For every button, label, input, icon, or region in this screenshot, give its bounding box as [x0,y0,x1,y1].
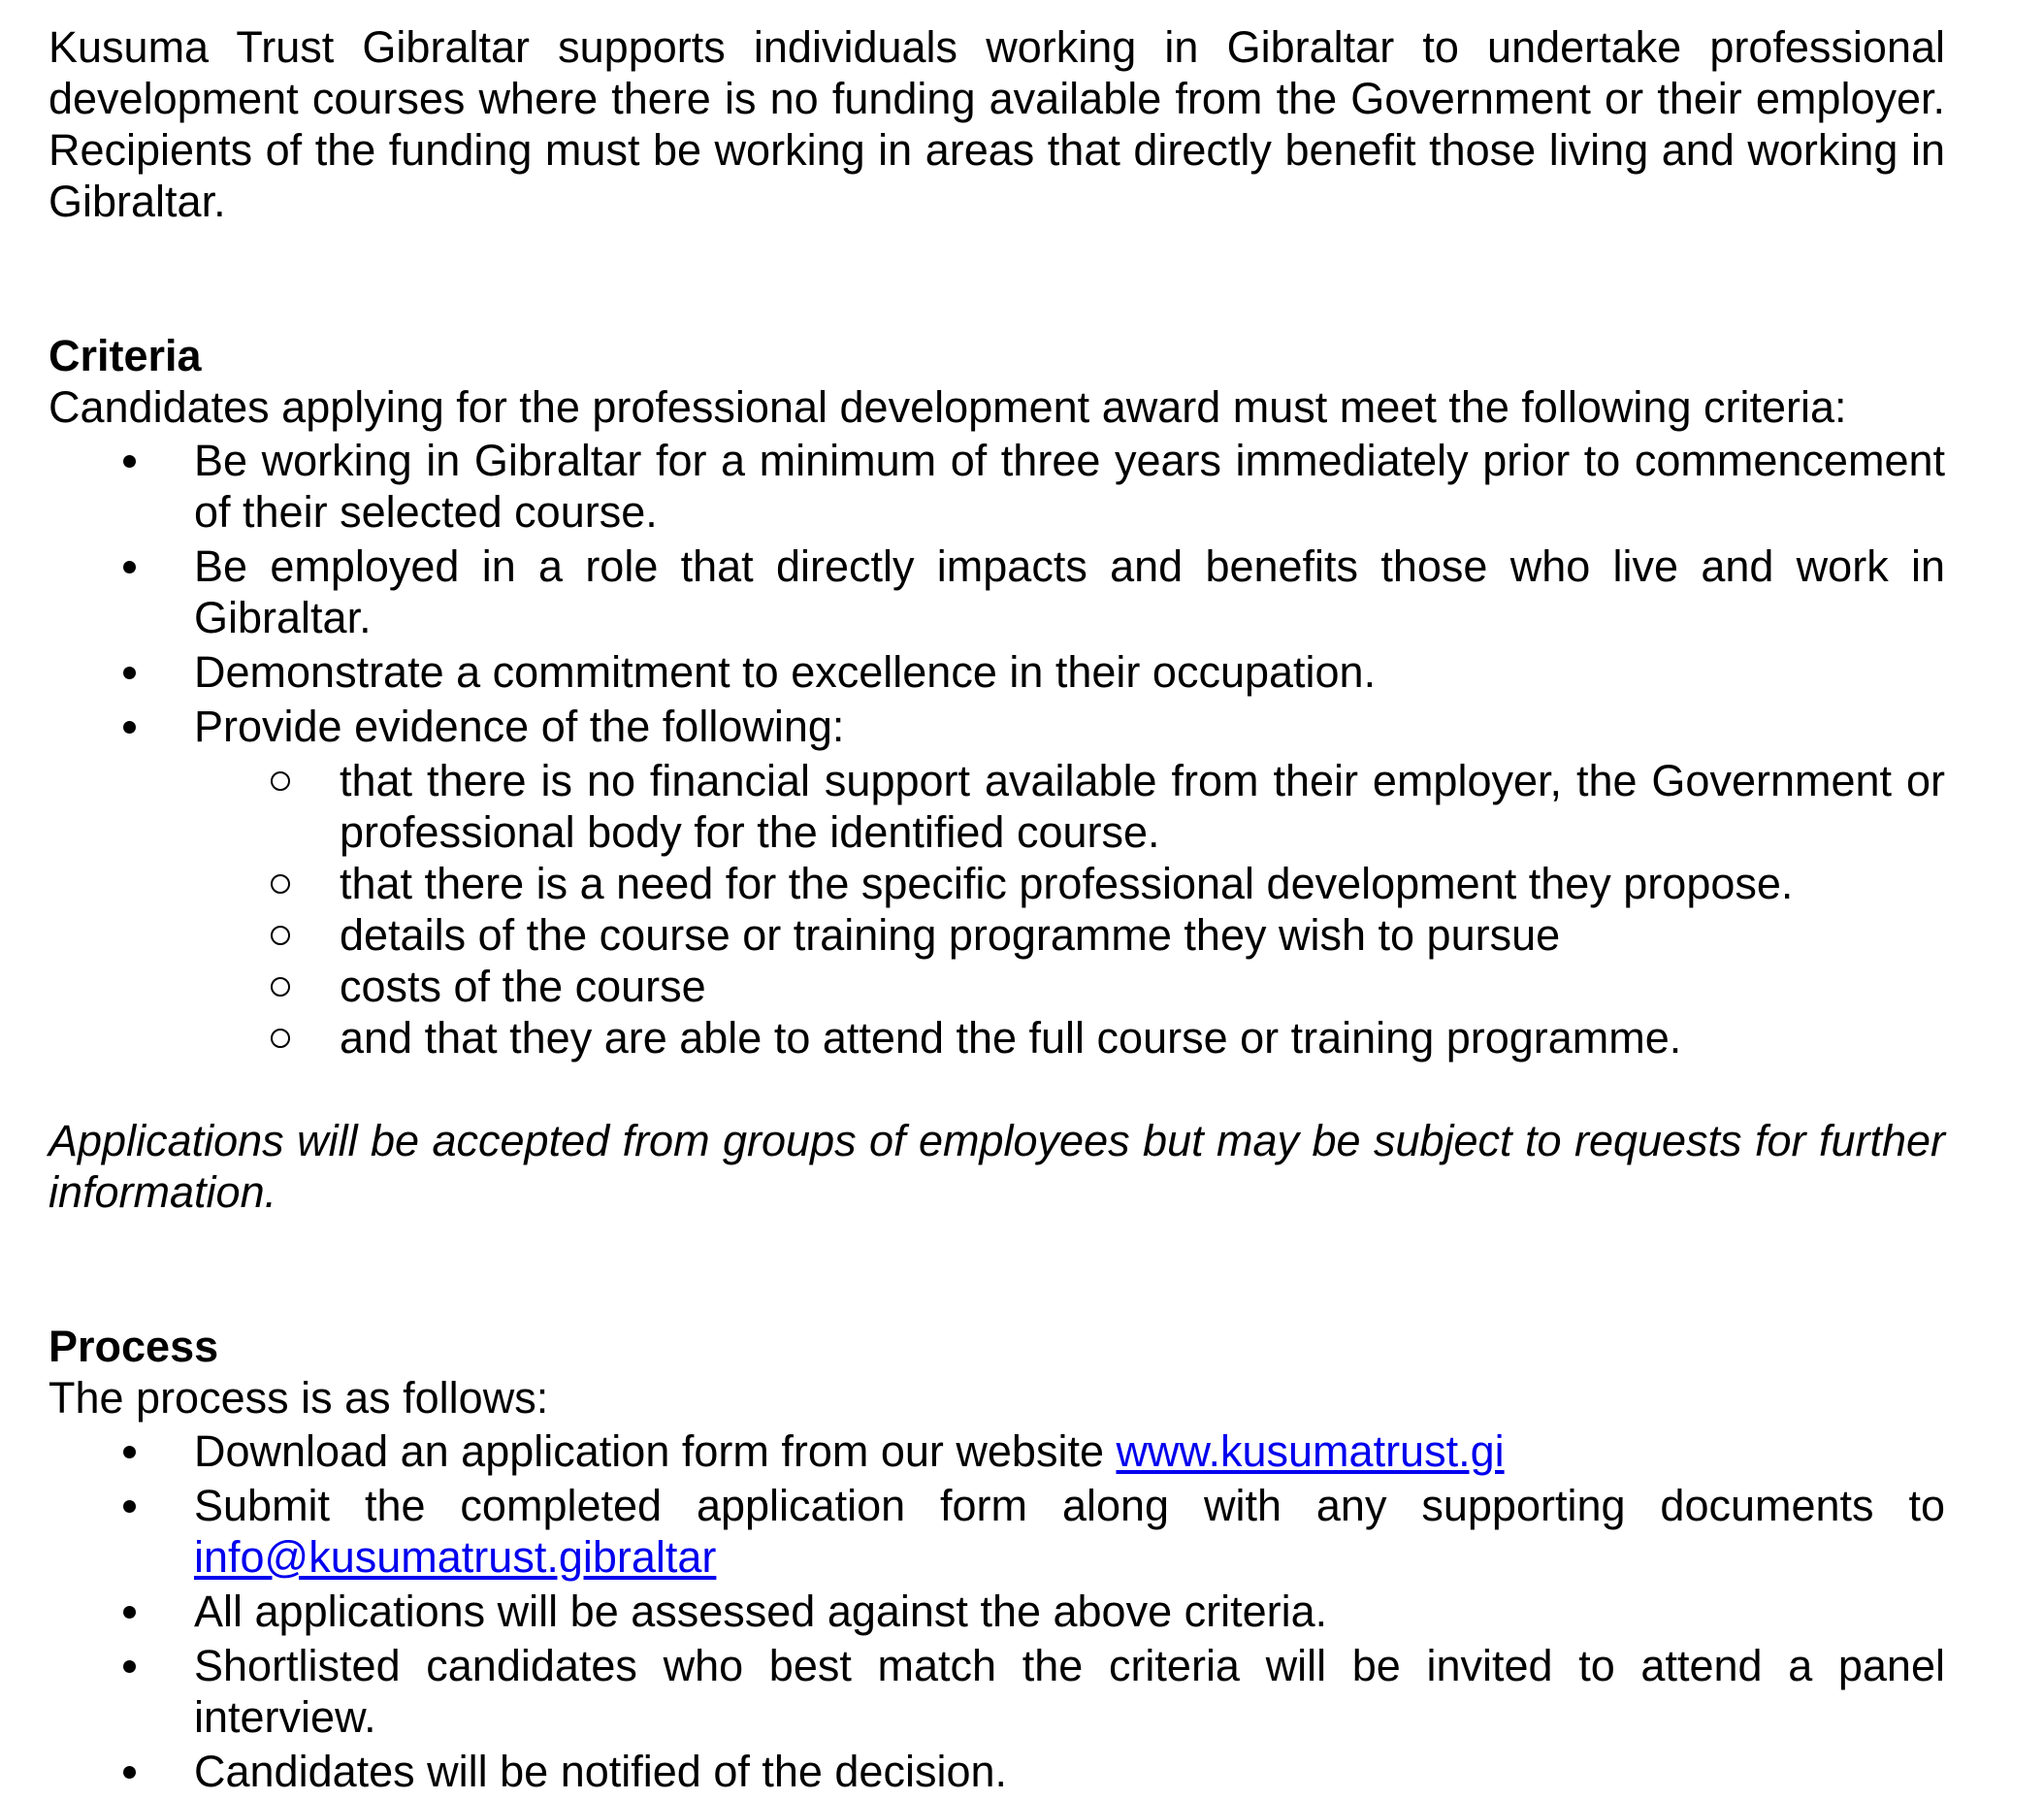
document-page [49,21,1945,1800]
process-step-text: Download an application form from our website [194,1426,1104,1476]
process-step [49,1640,1945,1743]
evidence-item-text: details of the course or training programme they wish to pursue [340,910,1561,960]
intro-paragraph: Kusuma Trust Gibraltar supports individuals working in Gibraltar to undertake professional development courses where there is no funding available from the Government or their employer. Recipients of the funding must be working in areas that directly benefit those living and working in Gibraltar. [49,22,1945,226]
evidence-item [49,909,1945,961]
criteria-item-text: Demonstrate a commitment to excellence in their occupation. [194,647,1377,697]
process-step-text: Shortlisted candidates who best match the criteria will be invited to attend a panel interview. [194,1641,1945,1742]
criteria-item [49,646,1945,698]
bullet-icon [123,1660,136,1673]
process-step-text: Submit the completed application form along with any supporting documents to [194,1481,1945,1530]
criteria-item [49,540,1945,643]
process-step [49,1480,1945,1583]
evidence-item [49,1012,1945,1064]
evidence-item [49,961,1945,1012]
bullet-icon [123,561,136,573]
criteria-list [49,435,1945,752]
circle-bullet-icon [271,926,290,945]
process-step [49,1425,1945,1477]
bullet-icon [123,455,136,468]
circle-bullet-icon [271,977,290,997]
process-step-text: All applications will be assessed against the above criteria. [194,1587,1328,1636]
process-step-text: Candidates will be notified of the decision. [194,1747,1008,1796]
criteria-item-text: Be working in Gibraltar for a minimum of three years immediately prior to commencement of their selected course. [194,436,1945,537]
process-step [49,1746,1945,1797]
bullet-icon [123,721,136,734]
process-heading: Process [49,1322,219,1371]
evidence-item-text: costs of the course [340,962,706,1011]
criteria-item [49,701,1945,752]
evidence-item-text: that there is a need for the specific professional development they propose. [340,859,1794,908]
criteria-item-text: Provide evidence of the following: [194,702,845,751]
process-step [49,1586,1945,1637]
email-link[interactable]: info@kusumatrust.gibraltar [194,1532,717,1582]
process-list [49,1425,1945,1797]
applications-note: Applications will be accepted from groups of employees but may be subject to requests for further information. [49,1116,1945,1217]
evidence-item-text: that there is no financial support available from their employer, the Government or professional body for the identified course. [340,756,1945,857]
website-link[interactable]: www.kusumatrust.gi [1116,1426,1505,1476]
bullet-icon [123,1500,136,1513]
bullet-icon [123,1766,136,1779]
circle-bullet-icon [271,1029,290,1048]
bullet-icon [123,667,136,679]
circle-bullet-icon [271,874,290,894]
circle-bullet-icon [271,771,290,791]
evidence-item [49,755,1945,858]
criteria-lead: Candidates applying for the professional development award must meet the following criteria: [49,382,1847,432]
spacer [49,1064,1945,1115]
criteria-item [49,435,1945,538]
evidence-item-text: and that they are able to attend the full course or training programme. [340,1013,1682,1063]
process-lead: The process is as follows: [49,1373,549,1423]
criteria-item-text: Be employed in a role that directly impacts and benefits those who live and work in Gibraltar. [194,541,1945,642]
criteria-heading: Criteria [49,331,202,380]
evidence-item [49,858,1945,909]
spacer [49,227,1945,330]
bullet-icon [123,1606,136,1619]
spacer [49,1218,1945,1321]
bullet-icon [123,1446,136,1458]
evidence-list [49,755,1945,1064]
